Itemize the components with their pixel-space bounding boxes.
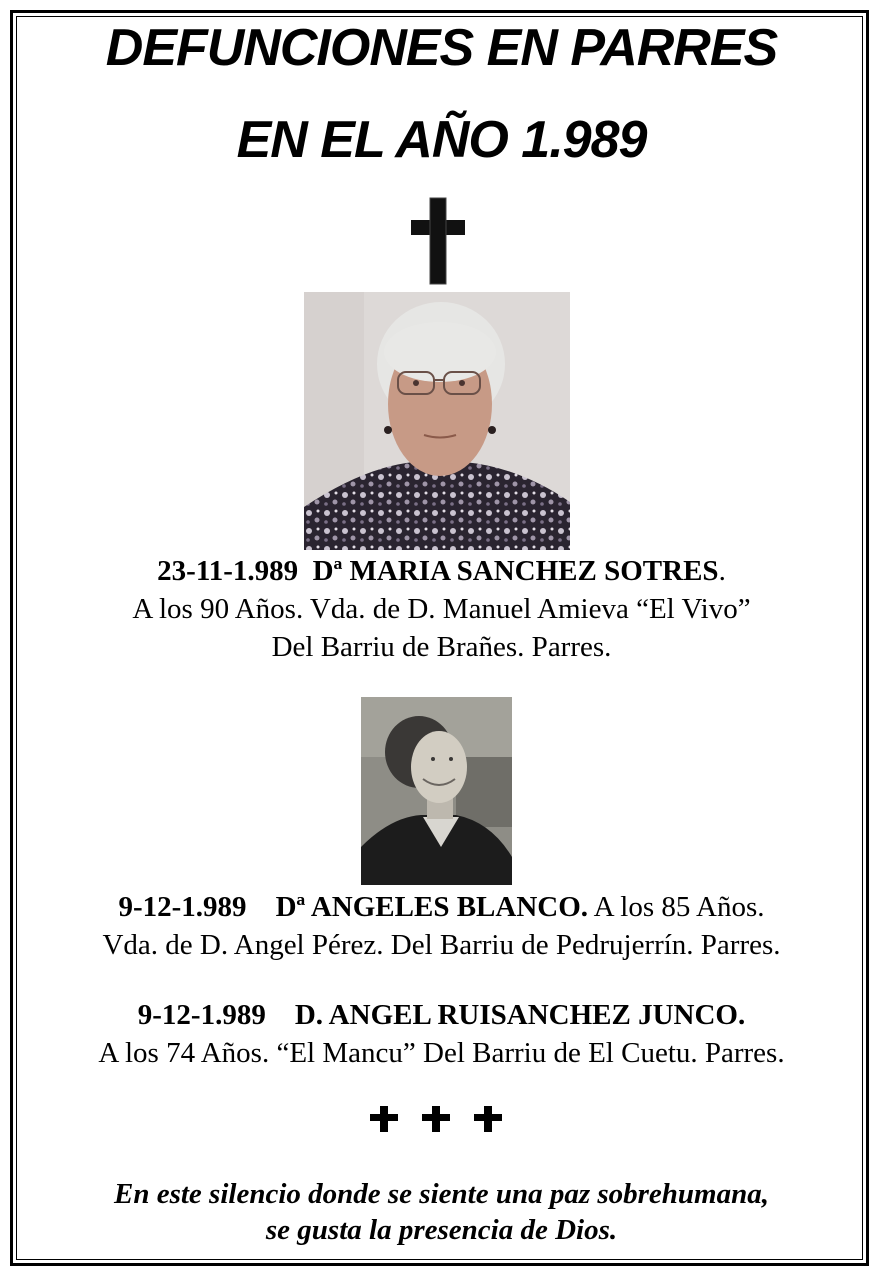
- portrait-photo-maria-sanchez: [304, 292, 570, 550]
- closing-quote-line-2: se gusta la presencia de Dios.: [265, 1214, 618, 1246]
- closing-quote-line-1: En este silencio donde se siente una paz sobrehumana,: [114, 1178, 769, 1210]
- entry-1-name-suffix: .: [718, 555, 726, 587]
- entry-3-heading: [20, 996, 863, 1034]
- entry-1-heading: [20, 552, 863, 590]
- latin-cross-icon: [410, 196, 466, 286]
- obituary-entry-1: [20, 552, 863, 666]
- page-title-line-2: EN EL AÑO 1.989: [236, 111, 647, 169]
- page-title-line-1: DEFUNCIONES EN PARRES: [105, 19, 778, 77]
- entry-2-heading: [20, 888, 863, 926]
- entry-2-name: Dª ANGELES BLANCO.: [275, 891, 589, 923]
- entry-2-line-2: Vda. de D. Angel Pérez. Del Barriu de Pedrujerrín. Parres.: [102, 929, 781, 961]
- entry-1-line-3: Del Barriu de Brañes. Parres.: [271, 631, 612, 663]
- obituary-entry-3: [20, 996, 863, 1072]
- entry-1-date: 23-11-1.989: [157, 555, 299, 587]
- entry-3-name: D. ANGEL RUISANCHEZ JUNCO.: [294, 999, 746, 1031]
- entry-2-date: 9-12-1.989: [118, 891, 247, 923]
- closing-quote: [20, 1176, 863, 1248]
- entry-1-line-2: A los 90 Años. Vda. de D. Manuel Amieva “El Vivo”: [132, 593, 751, 625]
- entry-3-line-2: A los 74 Años. “El Mancu” Del Barriu de El Cuetu. Parres.: [98, 1037, 785, 1069]
- entry-3-date: 9-12-1.989: [137, 999, 266, 1031]
- entry-2-line-1-rest: A los 85 Años.: [588, 891, 765, 923]
- obituary-entry-2: [20, 888, 863, 964]
- three-crosses-icon: [366, 1104, 506, 1134]
- entry-1-name: Dª MARIA SANCHEZ SOTRES: [312, 555, 719, 587]
- portrait-photo-angeles-blanco: [361, 697, 512, 885]
